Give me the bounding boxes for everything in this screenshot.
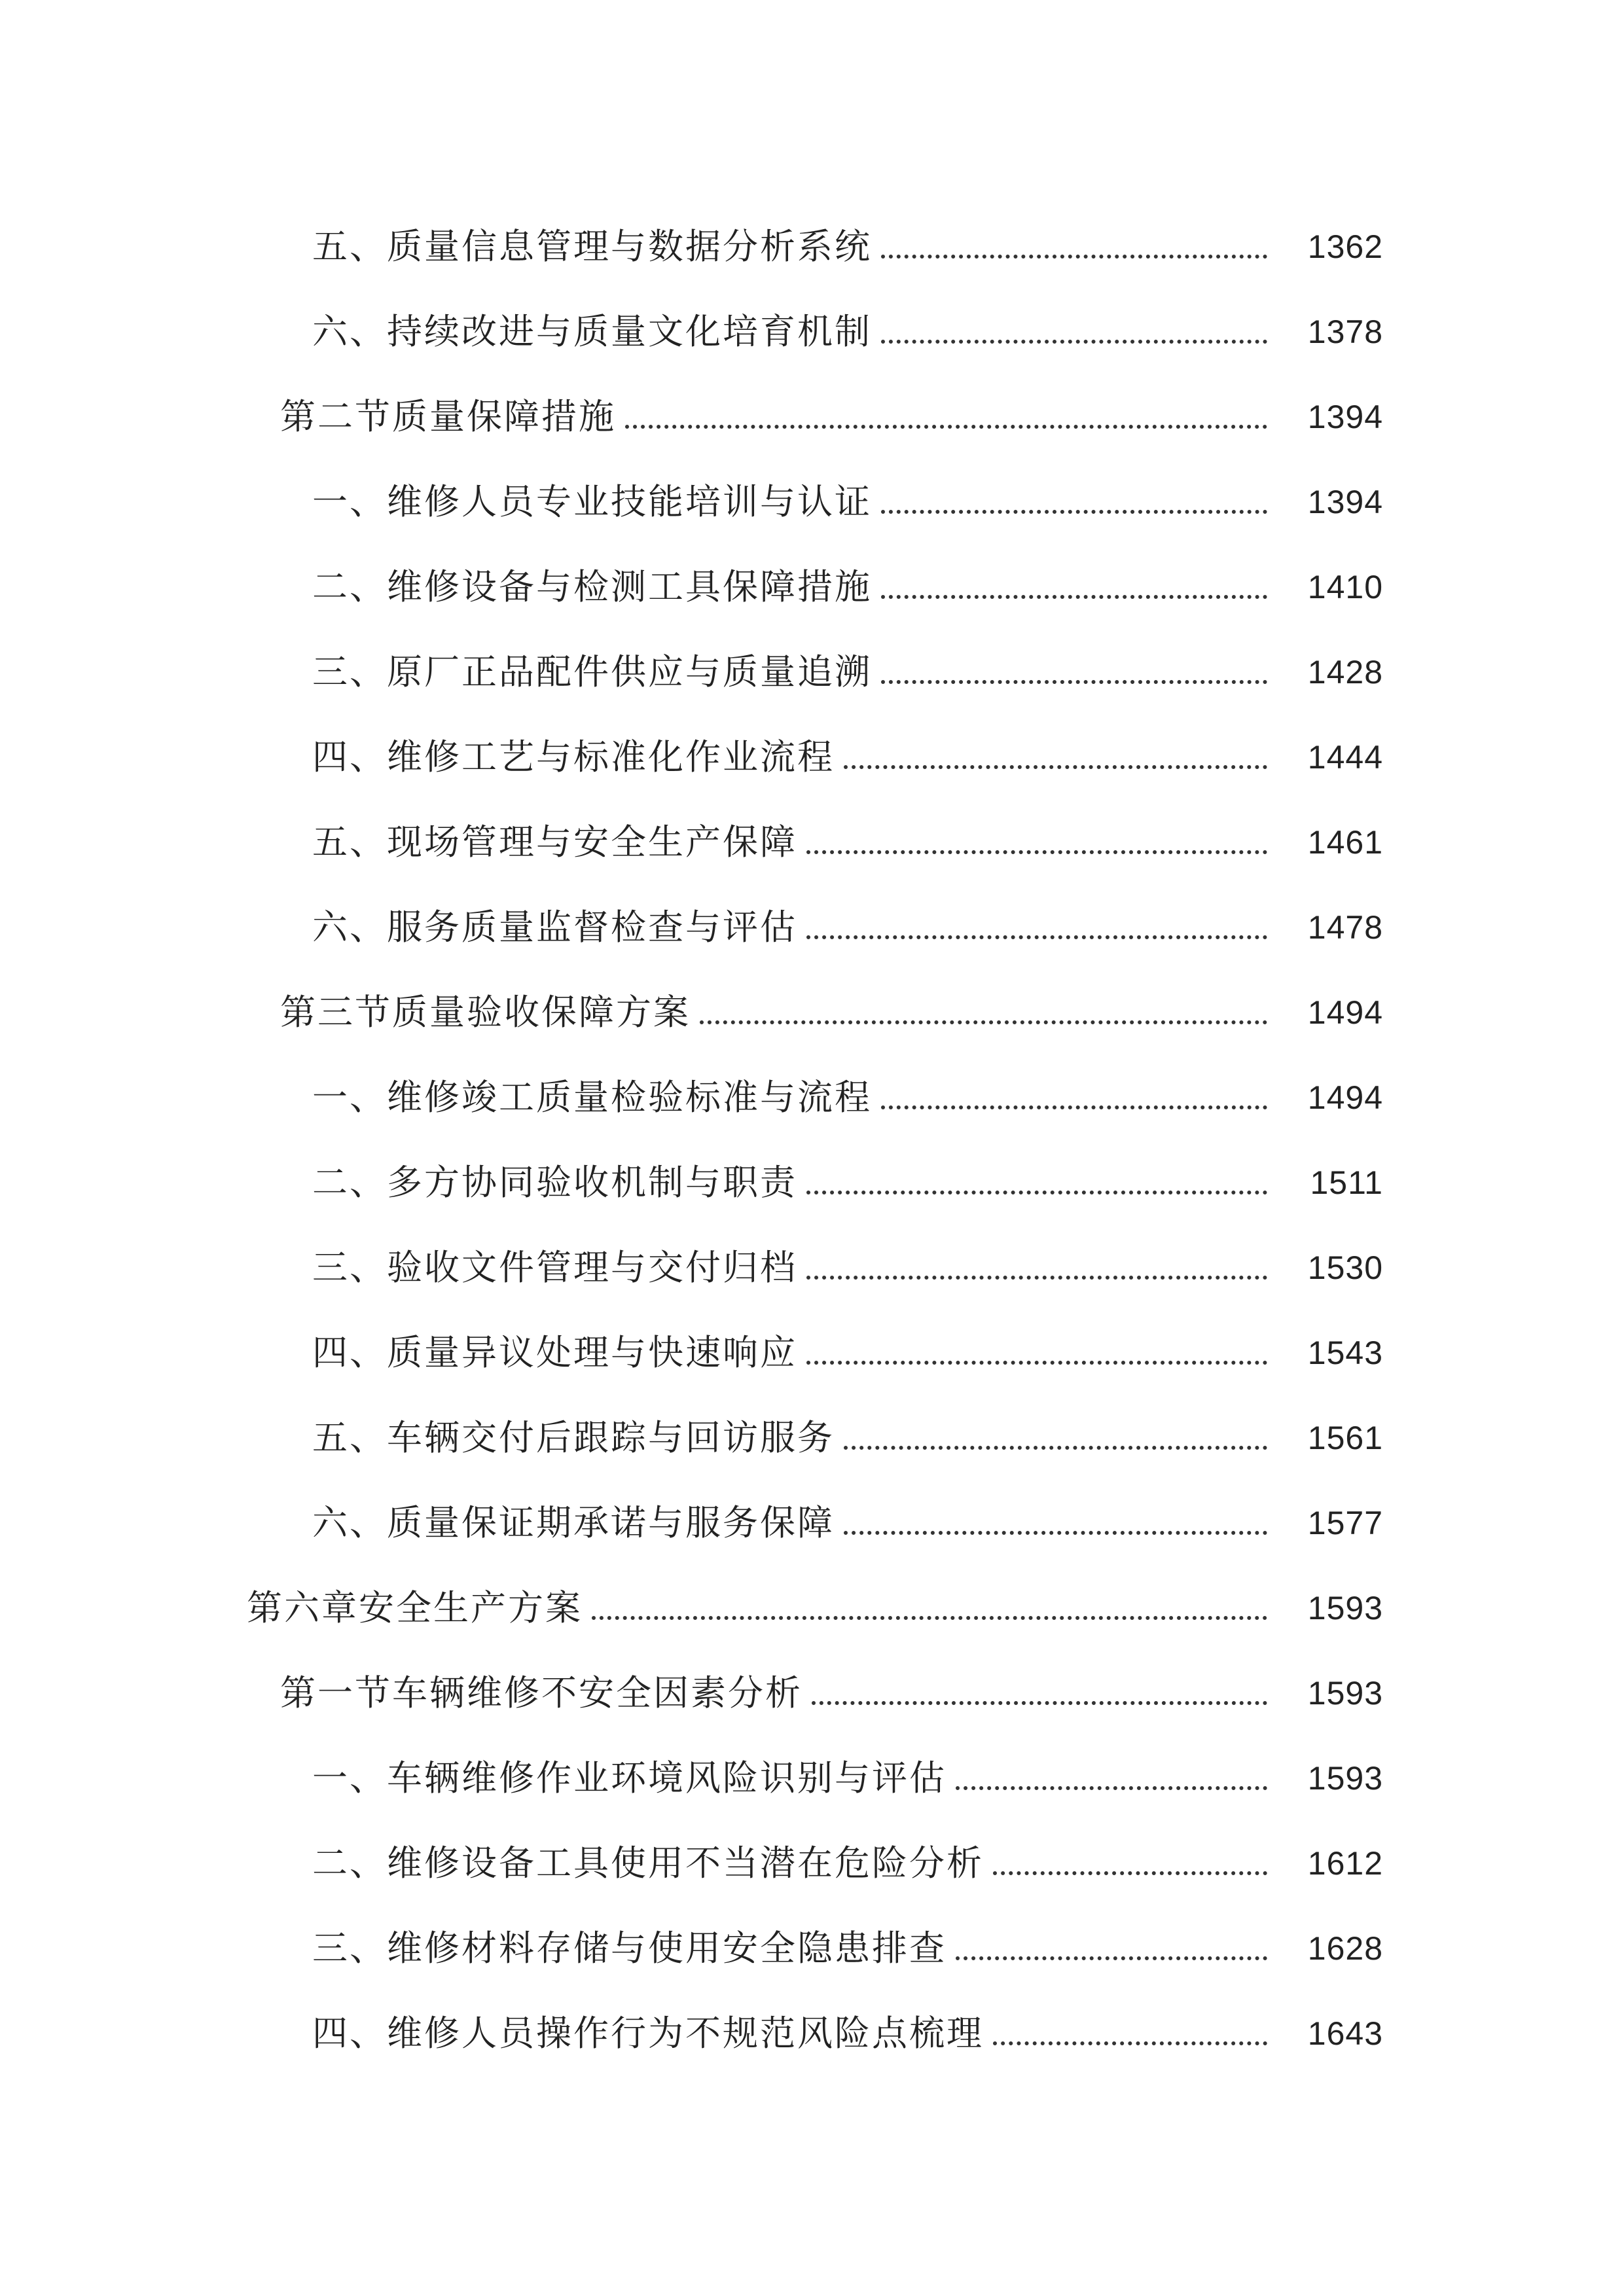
toc-entry-page: 1444 xyxy=(1307,739,1383,776)
toc-entry-title: 二、维修设备工具使用不当潜在危险分析 xyxy=(312,1842,984,1884)
toc-entry[interactable] xyxy=(0,204,1624,289)
table-of-contents xyxy=(0,204,1624,2076)
toc-entry-title: 二、多方协同验收机制与职责 xyxy=(312,1162,797,1203)
toc-entry-title: 第六章安全生产方案 xyxy=(247,1587,583,1628)
toc-entry[interactable] xyxy=(0,885,1624,970)
toc-entry-page: 1593 xyxy=(1307,1590,1383,1626)
dot-leader xyxy=(881,509,1267,514)
toc-entry[interactable] xyxy=(0,1991,1624,2076)
toc-entry[interactable] xyxy=(0,1395,1624,1480)
dot-leader xyxy=(806,1275,1267,1280)
toc-entry-page: 1428 xyxy=(1307,654,1383,691)
toc-entry[interactable] xyxy=(0,289,1624,374)
toc-entry-title: 五、现场管理与安全生产保障 xyxy=(312,821,797,863)
toc-entry[interactable] xyxy=(0,459,1624,545)
dot-leader xyxy=(844,764,1267,769)
dot-leader xyxy=(881,254,1267,259)
toc-entry-page: 1362 xyxy=(1307,228,1383,265)
dot-leader xyxy=(993,1871,1267,1875)
toc-entry-title: 三、验收文件管理与交付归档 xyxy=(312,1247,797,1288)
toc-entry-page: 1628 xyxy=(1307,1930,1383,1967)
toc-entry-title: 六、质量保证期承诺与服务保障 xyxy=(312,1502,835,1543)
toc-section-entry[interactable] xyxy=(0,1651,1624,1736)
toc-entry-title: 一、维修人员专业技能培训与认证 xyxy=(312,481,872,522)
toc-entry-page: 1511 xyxy=(1310,1164,1383,1201)
toc-entry-title: 一、车辆维修作业环境风险识别与评估 xyxy=(312,1757,947,1799)
toc-entry[interactable] xyxy=(0,1736,1624,1821)
dot-leader xyxy=(592,1615,1267,1620)
dot-leader xyxy=(844,1530,1267,1535)
toc-entry-title: 三、原厂正品配件供应与质量追溯 xyxy=(312,651,872,692)
toc-section-entry[interactable] xyxy=(0,374,1624,459)
toc-entry-page: 1561 xyxy=(1307,1420,1383,1456)
dot-leader xyxy=(993,2041,1267,2045)
toc-entry-title: 六、服务质量监督检查与评估 xyxy=(312,906,797,948)
toc-entry-page: 1577 xyxy=(1307,1505,1383,1541)
toc-entry[interactable] xyxy=(0,715,1624,800)
toc-entry-title: 第二节质量保障措施 xyxy=(280,396,616,437)
toc-entry[interactable] xyxy=(0,630,1624,715)
dot-leader xyxy=(956,1956,1267,1960)
toc-entry[interactable] xyxy=(0,1055,1624,1140)
dot-leader xyxy=(881,679,1267,684)
toc-entry-title: 三、维修材料存储与使用安全隐患排查 xyxy=(312,1928,947,1969)
dot-leader xyxy=(956,1785,1267,1790)
dot-leader xyxy=(812,1700,1267,1705)
toc-entry-page: 1494 xyxy=(1307,1079,1383,1116)
toc-entry-page: 1612 xyxy=(1307,1845,1383,1882)
toc-entry[interactable] xyxy=(0,1140,1624,1225)
toc-entry-page: 1394 xyxy=(1307,484,1383,520)
dot-leader xyxy=(806,850,1267,854)
dot-leader xyxy=(806,1360,1267,1365)
toc-entry[interactable] xyxy=(0,800,1624,885)
toc-entry-title: 六、持续改进与质量文化培育机制 xyxy=(312,311,872,352)
toc-entry-title: 第一节车辆维修不安全因素分析 xyxy=(280,1672,803,1713)
toc-entry-page: 1461 xyxy=(1307,824,1383,861)
dot-leader xyxy=(806,1190,1267,1194)
dot-leader xyxy=(881,1105,1267,1109)
toc-entry-page: 1478 xyxy=(1307,909,1383,946)
toc-entry-title: 四、维修工艺与标准化作业流程 xyxy=(312,736,835,778)
toc-section-entry[interactable] xyxy=(0,970,1624,1055)
toc-entry[interactable] xyxy=(0,1225,1624,1310)
toc-entry[interactable] xyxy=(0,545,1624,630)
toc-entry-title: 第三节质量验收保障方案 xyxy=(280,992,691,1033)
toc-entry-page: 1593 xyxy=(1307,1675,1383,1712)
toc-entry-page: 1394 xyxy=(1307,399,1383,435)
toc-entry-page: 1643 xyxy=(1307,2015,1383,2052)
dot-leader xyxy=(806,935,1267,939)
toc-entry[interactable] xyxy=(0,1821,1624,1906)
toc-entry-title: 四、维修人员操作行为不规范风险点梳理 xyxy=(312,2013,984,2054)
toc-entry-title: 一、维修竣工质量检验标准与流程 xyxy=(312,1077,872,1118)
toc-entry[interactable] xyxy=(0,1480,1624,1566)
toc-entry-title: 四、质量异议处理与快速响应 xyxy=(312,1332,797,1373)
dot-leader xyxy=(844,1445,1267,1450)
toc-entry-page: 1494 xyxy=(1307,994,1383,1031)
toc-entry[interactable] xyxy=(0,1310,1624,1395)
dot-leader xyxy=(625,424,1267,429)
toc-entry-page: 1543 xyxy=(1307,1335,1383,1371)
toc-entry-page: 1593 xyxy=(1307,1760,1383,1797)
toc-entry-page: 1530 xyxy=(1307,1249,1383,1286)
toc-entry-title: 五、质量信息管理与数据分析系统 xyxy=(312,226,872,267)
toc-entry-page: 1378 xyxy=(1307,314,1383,350)
dot-leader xyxy=(700,1020,1267,1024)
toc-entry-title: 五、车辆交付后跟踪与回访服务 xyxy=(312,1417,835,1458)
dot-leader xyxy=(881,594,1267,599)
toc-entry-page: 1410 xyxy=(1307,569,1383,605)
toc-chapter-entry[interactable] xyxy=(0,1566,1624,1651)
toc-entry-title: 二、维修设备与检测工具保障措施 xyxy=(312,566,872,607)
dot-leader xyxy=(881,339,1267,344)
toc-entry[interactable] xyxy=(0,1906,1624,1991)
